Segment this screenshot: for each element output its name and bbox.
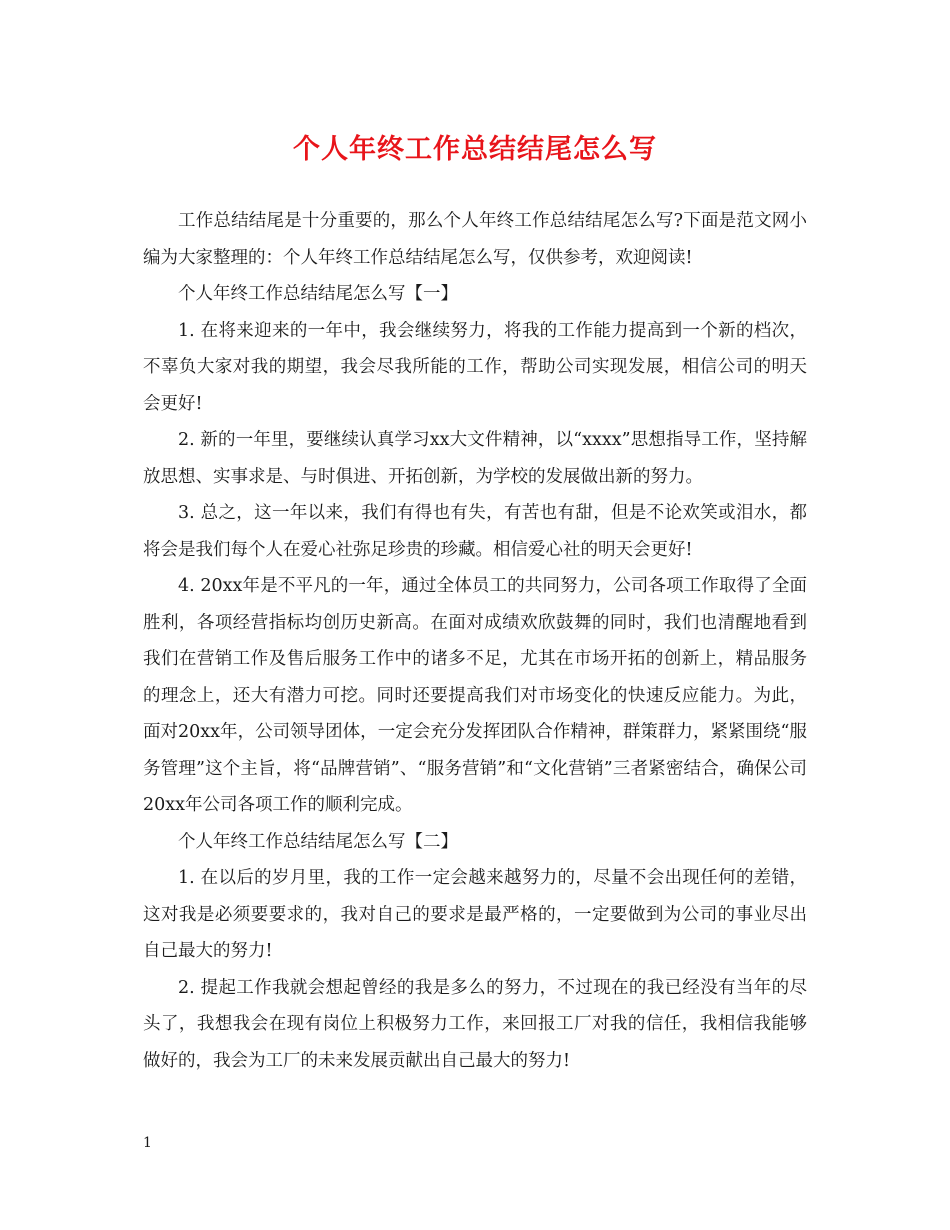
paragraph-one-item-4: 4. 20xx年是不平凡的一年，通过全体员工的共同努力，公司各项工作取得了全面胜利，各项经营指标均创历史新高。在面对成绩欢欣鼓舞的同时，我们也清醒地看到我们在营销工作及售后服务工作中的诸多不足，尤其在市场开拓的创新上，精品服务的理念上，还大有潜力可挖。同时还要提高我们对市场变化的快速反应能力。为此，面对20xx年，公司领导团体，一定会充分发挥团队合作精神，群策群力，紧紧围绕“服务管理”这个主旨，将“品牌营销”、“服务营销”和“文化营销”三者紧密结合，确保公司20xx年公司各项工作的顺利完成。 — [143, 576, 807, 815]
paragraph-one-item-1: 1. 在将来迎来的一年中，我会继续努力，将我的工作能力提高到一个新的档次，不辜负大家对我的期望，我会尽我所能的工作，帮助公司实现发展，相信公司的明天会更好! — [143, 320, 807, 414]
paragraph-one-item-3: 3. 总之，这一年以来，我们有得也有失，有苦也有甜，但是不论欢笑或泪水，都将会是我们每个人在爱心社弥足珍贵的珍藏。相信爱心社的明天会更好! — [143, 503, 807, 560]
intro-paragraph: 工作总结结尾是十分重要的，那么个人年终工作总结结尾怎么写?下面是范文网小编为大家整理的：个人年终工作总结结尾怎么写，仅供参考，欢迎阅读! — [143, 211, 807, 268]
document-title: 个人年终工作总结结尾怎么写 — [293, 134, 657, 165]
section-heading-two: 个人年终工作总结结尾怎么写【二】 — [178, 831, 458, 852]
paragraph-one-item-2: 2. 新的一年里，要继续认真学习xx大文件精神，以“xxxx”思想指导工作，坚持解放思想、实事求是、与时俱进、开拓创新，为学校的发展做出新的努力。 — [143, 430, 807, 487]
paragraph-two-item-1: 1. 在以后的岁月里，我的工作一定会越来越努力的，尽量不会出现任何的差错，这对我是必须要要求的，我对自己的要求是最严格的，一定要做到为公司的事业尽出自己最大的努力! — [143, 868, 807, 961]
paragraph-two-item-2: 2. 提起工作我就会想起曾经的我是多么的努力，不过现在的我已经没有当年的尽头了，我想我会在现有岗位上积极努力工作，来回报工厂对我的信任，我相信我能够做好的，我会为工厂的未来发展贡献出自己最大的努力! — [143, 977, 807, 1071]
page-number: 1 — [143, 1135, 152, 1151]
document-body — [143, 203, 807, 1079]
section-heading-one: 个人年终工作总结结尾怎么写【一】 — [178, 284, 458, 304]
